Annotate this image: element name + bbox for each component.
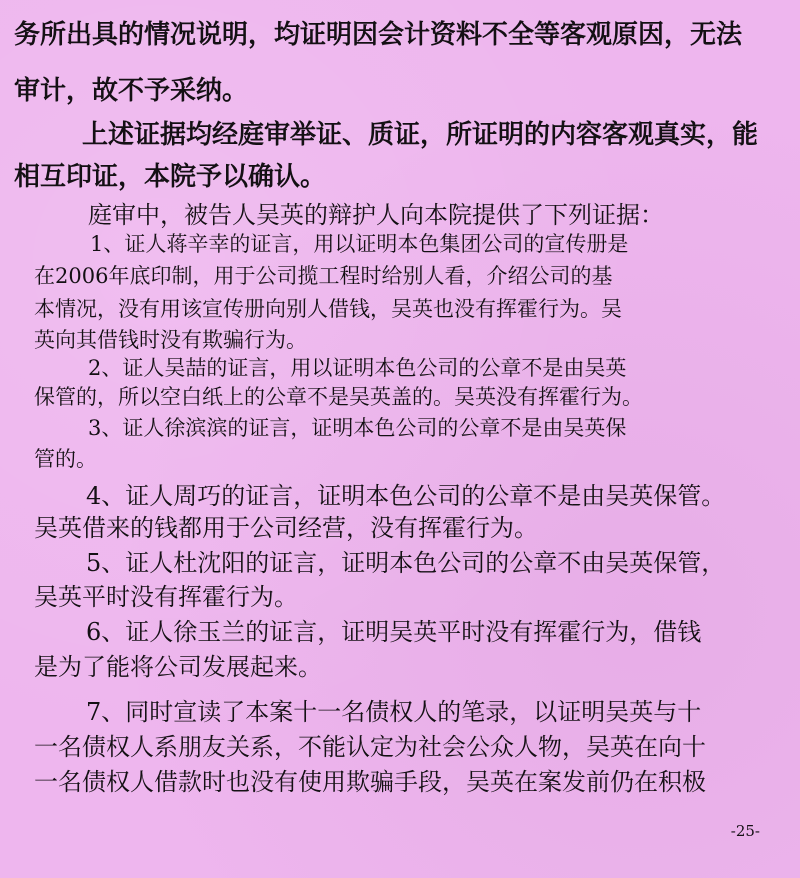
text-line: 吴英借来的钱都用于公司经营，没有挥霍行为。: [34, 514, 538, 542]
text-line: 在2006年底印制，用于公司揽工程时给别人看，介绍公司的基: [34, 264, 613, 288]
text-line: 是为了能将公司发展起来。: [34, 653, 322, 681]
text-line: 英向其借钱时没有欺骗行为。: [34, 328, 307, 352]
text-line: 庭审中，被告人吴英的辩护人向本院提供了下列证据：: [88, 201, 664, 229]
text-line: 1、证人蒋辛幸的证言，用以证明本色集团公司的宣传册是: [90, 232, 629, 256]
text-line: 管的。: [34, 447, 97, 471]
page-number: -25-: [730, 822, 760, 840]
text-line: 一名债权人系朋友关系，不能认定为社会公众人物，吴英在向十: [34, 733, 706, 761]
text-line: 保管的，所以空白纸上的公章不是吴英盖的。吴英没有挥霍行为。: [34, 385, 643, 409]
text-line: 吴英平时没有挥霍行为。: [34, 583, 298, 611]
text-line: 审计，故不予采纳。: [14, 76, 249, 106]
text-line: 务所出具的情况说明，均证明因会计资料不全等客观原因，无法: [14, 20, 743, 50]
text-line: 4、证人周巧的证言，证明本色公司的公章不是由吴英保管。: [86, 482, 726, 510]
text-line: 5、证人杜沈阳的证言，证明本色公司的公章不由吴英保管，: [86, 549, 726, 577]
text-line: 相互印证，本院予以确认。: [14, 162, 327, 192]
text-line: 6、证人徐玉兰的证言，证明吴英平时没有挥霍行为，借钱: [86, 618, 702, 646]
text-line: 上述证据均经庭审举证、质证，所证明的内容客观真实，能: [82, 120, 759, 150]
text-line: 7、同时宣读了本案十一名债权人的笔录，以证明吴英与十: [86, 698, 702, 726]
text-line: 一名债权人借款时也没有使用欺骗手段，吴英在案发前仍在积极: [34, 768, 706, 796]
text-line: 2、证人吴喆的证言，用以证明本色公司的公章不是由吴英: [88, 356, 627, 380]
text-line: 本情况，没有用该宣传册向别人借钱，吴英也没有挥霍行为。吴: [34, 297, 622, 321]
text-line: 3、证人徐滨滨的证言，证明本色公司的公章不是由吴英保: [88, 416, 627, 440]
